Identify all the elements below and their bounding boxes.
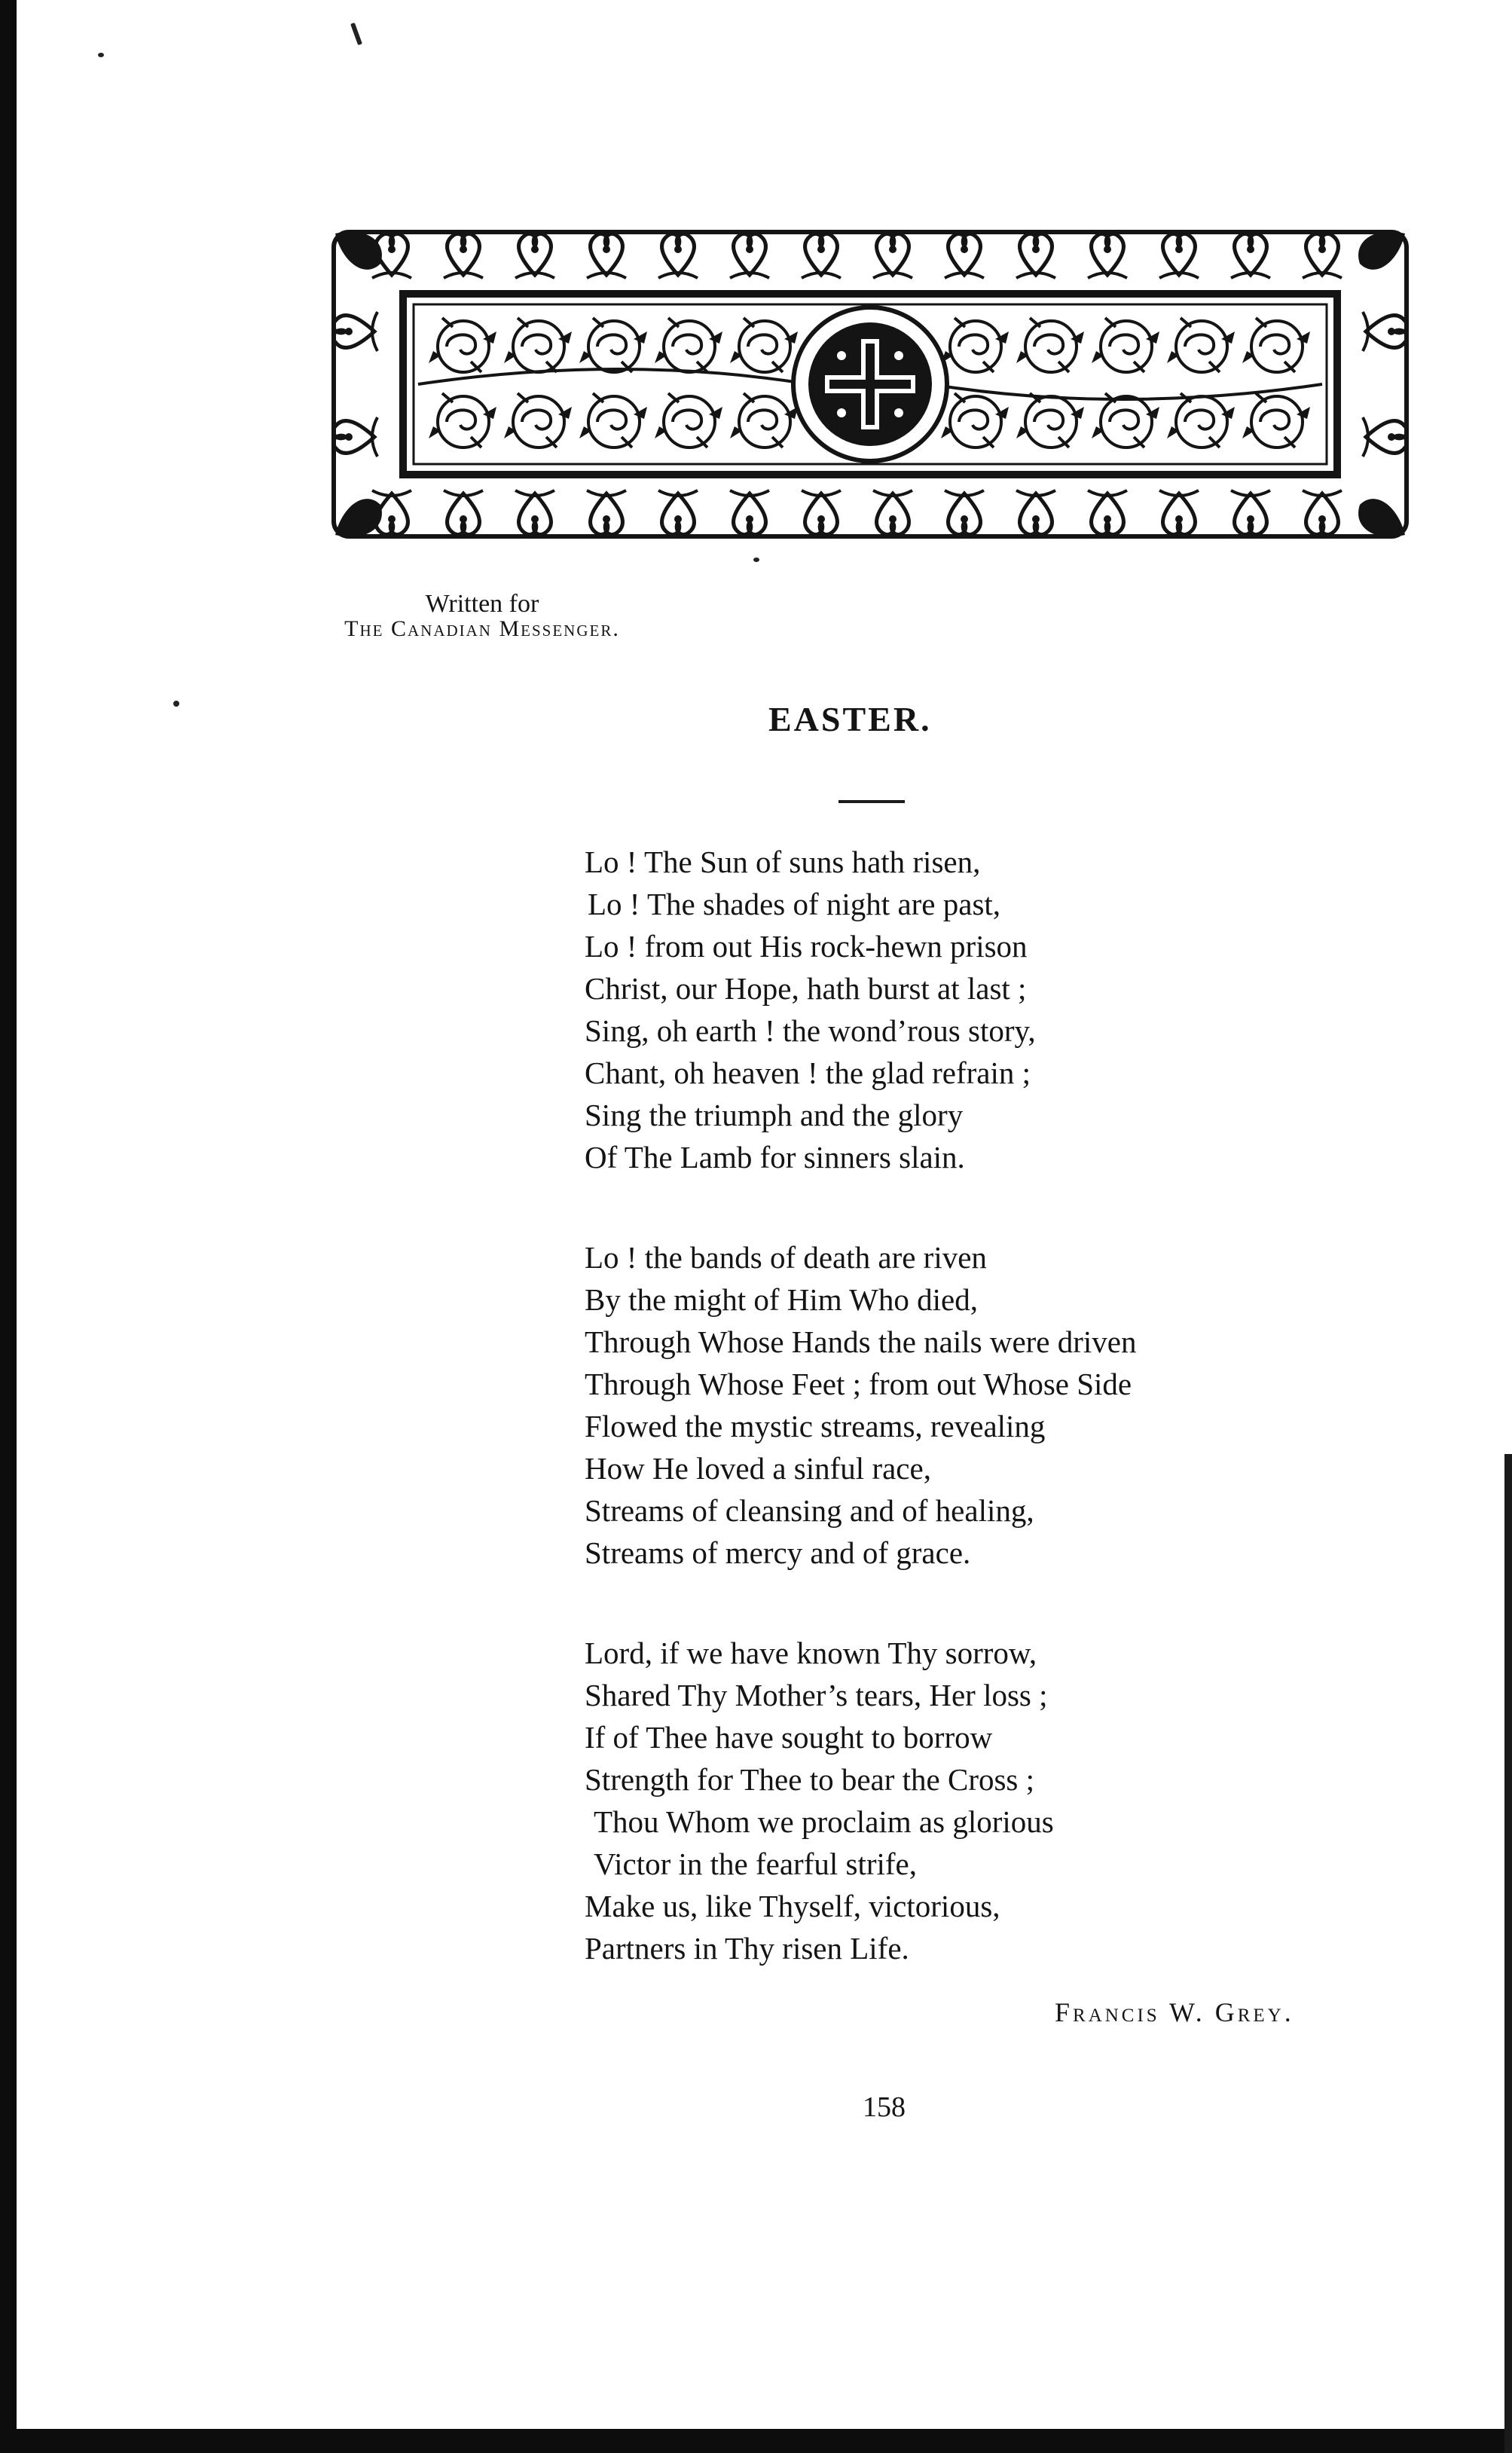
poem-line: Chant, oh heaven ! the glad refrain ; bbox=[585, 1055, 1031, 1090]
poem-title: EASTER. bbox=[768, 700, 932, 738]
poem-line: Of The Lamb for sinners slain. bbox=[585, 1140, 965, 1175]
cross-medallion-icon bbox=[793, 307, 947, 461]
poem-line: If of Thee have sought to borrow bbox=[585, 1720, 993, 1755]
poem-line: Lo ! The Sun of suns hath risen, bbox=[585, 845, 981, 879]
poem-line: Lord, if we have known Thy sorrow, bbox=[585, 1636, 1037, 1670]
scan-speck bbox=[350, 23, 362, 45]
decorative-header-ornament bbox=[320, 218, 1420, 550]
title-divider bbox=[838, 800, 905, 803]
poem-line: Streams of mercy and of grace. bbox=[585, 1535, 971, 1570]
poem-line: Lo ! The shades of night are past, bbox=[588, 887, 1001, 921]
scan-left-border bbox=[0, 0, 17, 2453]
poem-line: Lo ! the bands of death are riven bbox=[585, 1240, 987, 1275]
poem-line: By the might of Him Who died, bbox=[585, 1282, 978, 1317]
poem-line: Christ, our Hope, hath burst at last ; bbox=[585, 971, 1027, 1006]
written-for-label: Written for bbox=[425, 590, 539, 618]
scan-speck bbox=[173, 701, 179, 707]
scan-speck bbox=[98, 53, 104, 57]
poem-line: Partners in Thy risen Life. bbox=[585, 1931, 909, 1966]
stanza-1 bbox=[585, 841, 1036, 1178]
poem-line: Shared Thy Mother’s tears, Her loss ; bbox=[585, 1678, 1048, 1712]
author-signature: Francis W. Grey. bbox=[1055, 1997, 1294, 2027]
poem-line: Streams of cleansing and of healing, bbox=[585, 1493, 1034, 1528]
poem-line: Strength for Thee to bear the Cross ; bbox=[585, 1762, 1035, 1797]
poem-line: Thou Whom we proclaim as glorious bbox=[594, 1804, 1054, 1839]
poem-line: Victor in the fearful strife, bbox=[594, 1847, 917, 1881]
poem-line: Through Whose Hands the nails were driven bbox=[585, 1324, 1137, 1359]
scan-bottom-border bbox=[0, 2429, 1512, 2453]
poem-line: Lo ! from out His rock-hewn prison bbox=[585, 929, 1028, 964]
stanza-2 bbox=[585, 1236, 1137, 1574]
poem-line: Flowed the mystic streams, revealing bbox=[585, 1409, 1046, 1443]
scan-speck bbox=[753, 558, 759, 562]
scan-right-edge bbox=[1504, 1454, 1512, 2453]
poem-line: How He loved a sinful race, bbox=[585, 1451, 931, 1486]
poem-line: Through Whose Feet ; from out Whose Side bbox=[585, 1367, 1132, 1401]
publication-name: The Canadian Messenger. bbox=[344, 616, 620, 641]
poem-line: Sing, oh earth ! the wond’rous story, bbox=[585, 1013, 1036, 1048]
page-number: 158 bbox=[863, 2091, 906, 2123]
poem-line: Make us, like Thyself, victorious, bbox=[585, 1889, 1000, 1923]
stanza-3 bbox=[585, 1632, 1054, 1969]
poem-line: Sing the triumph and the glory bbox=[585, 1098, 964, 1132]
